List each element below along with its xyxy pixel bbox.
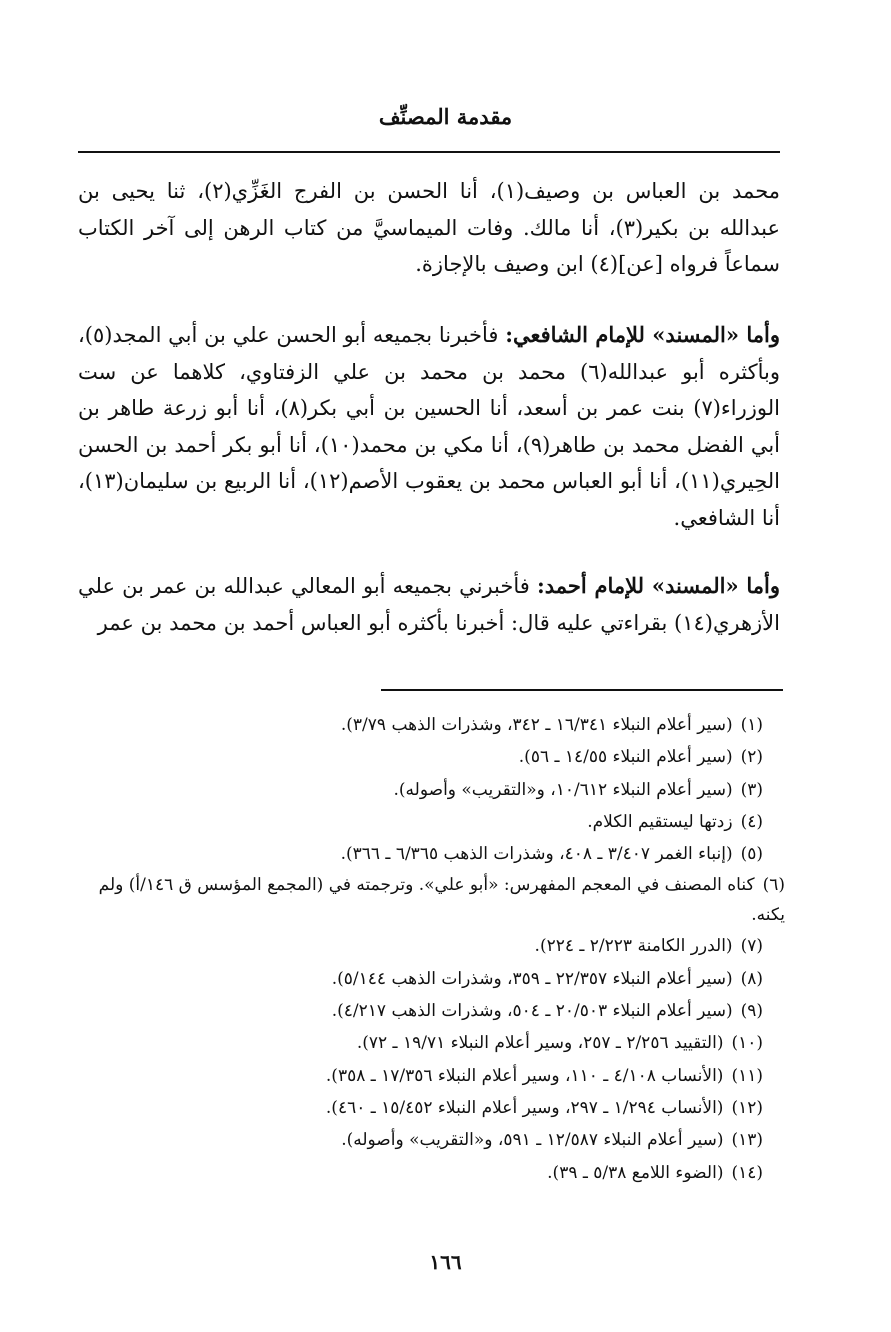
footnote-number: (٥) bbox=[740, 844, 763, 865]
footnote-number: (١٢) bbox=[731, 1097, 763, 1118]
footnote-text: (إنباء الغمر ٣/٤٠٧ ـ ٤٠٨، وشذرات الذهب ٦/٣٦٥ ـ ٣٦٦). bbox=[340, 844, 733, 865]
footnote-item bbox=[60, 838, 785, 870]
footnote-text: (سير أعلام النبلاء ١٢/٥٨٧ ـ ٥٩١، و«التقريب» وأصوله). bbox=[341, 1130, 724, 1151]
footnote-item bbox=[60, 774, 785, 806]
footnote-item bbox=[60, 1060, 785, 1092]
footnote-number: (٨) bbox=[740, 968, 763, 989]
footnote-item bbox=[60, 709, 785, 741]
footnote-divider bbox=[381, 689, 783, 691]
paragraph-musnad-shafii bbox=[78, 317, 780, 536]
running-header-title: مقدمة المصنِّف bbox=[378, 104, 513, 129]
footnote-item bbox=[60, 870, 785, 930]
footnote-item bbox=[60, 1157, 785, 1189]
footnote-number: (٦) bbox=[762, 875, 785, 896]
footnote-text: (الدرر الكامنة ٢/٢٢٣ ـ ٢٢٤). bbox=[534, 936, 733, 957]
footnote-text: زدتها ليستقيم الكلام. bbox=[587, 811, 733, 832]
footnote-number: (١٤) bbox=[731, 1162, 763, 1183]
footnote-number: (٧) bbox=[740, 936, 763, 957]
footnote-number: (١١) bbox=[731, 1065, 763, 1086]
footnotes-list bbox=[60, 709, 785, 1189]
footnote-number: (١٠) bbox=[731, 1033, 763, 1054]
footnote-text: كناه المصنف في المعجم المفهرس: «أبو علي». وترجمته في (المجمع المؤسس ق ١٤٦/أ) ولم يكنه. bbox=[98, 875, 785, 926]
footnote-text: (سير أعلام النبلاء ٢٢/٣٥٧ ـ ٣٥٩، وشذرات الذهب ٥/١٤٤). bbox=[331, 968, 733, 989]
footnote-number: (٤) bbox=[740, 811, 763, 832]
footnote-item bbox=[60, 806, 785, 838]
footnote-item bbox=[60, 1092, 785, 1124]
footnote-text: (سير أعلام النبلاء ١٤/٥٥ ـ ٥٦). bbox=[518, 747, 733, 768]
footnote-number: (٩) bbox=[740, 1001, 763, 1022]
footnote-number: (٣) bbox=[740, 779, 763, 800]
footnote-text: (سير أعلام النبلاء ٢٠/٥٠٣ ـ ٥٠٤، وشذرات الذهب ٤/٢١٧). bbox=[331, 1001, 733, 1022]
footnote-number: (٢) bbox=[740, 747, 763, 768]
paragraph-text: فأخبرني بجميعه أبو المعالي عبدالله بن عمر بن علي الأزهري(١٤) بقراءتي عليه قال: أخبرنا بأكثره أبو العباس أحمد بن محمد بن عمر bbox=[78, 574, 780, 635]
footnote-text: (سير أعلام النبلاء ١٠/٦١٢، و«التقريب» وأصوله). bbox=[393, 779, 733, 800]
header-divider bbox=[78, 151, 780, 153]
footnote-text: (الأنساب ١/٢٩٤ ـ ٢٩٧، وسير أعلام النبلاء ١٥/٤٥٢ ـ ٤٦٠). bbox=[325, 1097, 724, 1118]
paragraph-lead: وأما «المسند» للإمام الشافعي: bbox=[505, 322, 781, 347]
footnote-text: (التقييد ٢/٢٥٦ ـ ٢٥٧، وسير أعلام النبلاء ١٩/٧١ ـ ٧٢). bbox=[356, 1033, 724, 1054]
paragraph-lead: وأما «المسند» للإمام أحمد: bbox=[536, 573, 780, 598]
footnote-item bbox=[60, 741, 785, 773]
paragraph-text: فأخبرنا بجميعه أبو الحسن علي بن أبي المجد(٥)، وبأكثره أبو عبدالله(٦) محمد بن محمد بن علي الزفتاوي، كلاهما عن ست الوزراء(٧) بنت عمر بن أسعد، أنا الحسين بن أبي بكر(٨)، أنا أبو زرعة طاهر بن أبي الفضل محمد بن طاهر(٩)، أنا مكي بن محمد(١٠)، أنا أبو بكر أحمد بن الحسن الحِيري(١١)، أنا أبو العباس محمد بن يعقوب الأصم(١٢)، أنا الربيع بن سليمان(١٣)، أنا الشافعي. bbox=[78, 323, 781, 530]
paragraph-text: محمد بن العباس بن وصيف(١)، أنا الحسن بن الفرج الغَزِّي(٢)، ثنا يحيى بن عبدالله بن بكير(٣)، أنا مالك. وفات الميماسيَّ من كتاب الرهن إلى آخر الكتاب سماعاً فرواه [عن](٤) ابن وصيف بالإجازة. bbox=[78, 179, 780, 276]
footnote-item bbox=[60, 1124, 785, 1156]
footnote-text: (الضوء اللامع ٥/٣٨ ـ ٣٩). bbox=[547, 1162, 724, 1183]
footnote-number: (١) bbox=[740, 715, 763, 735]
footnote-item bbox=[60, 995, 785, 1027]
footnote-item bbox=[60, 1027, 785, 1059]
paragraph-isnad-malik bbox=[78, 173, 780, 283]
footnote-text: (سير أعلام النبلاء ١٦/٣٤١ ـ ٣٤٢، وشذرات الذهب ٣/٧٩). bbox=[340, 715, 733, 735]
footnote-number: (١٣) bbox=[731, 1130, 763, 1151]
paragraph-musnad-ahmad bbox=[78, 568, 780, 641]
page-number: ١٦٦ bbox=[429, 1250, 462, 1274]
footnote-text: (الأنساب ٤/١٠٨ ـ ١١٠، وسير أعلام النبلاء ١٧/٣٥٦ ـ ٣٥٨). bbox=[325, 1065, 724, 1086]
footnote-item bbox=[60, 963, 785, 995]
footnote-item bbox=[60, 930, 785, 962]
